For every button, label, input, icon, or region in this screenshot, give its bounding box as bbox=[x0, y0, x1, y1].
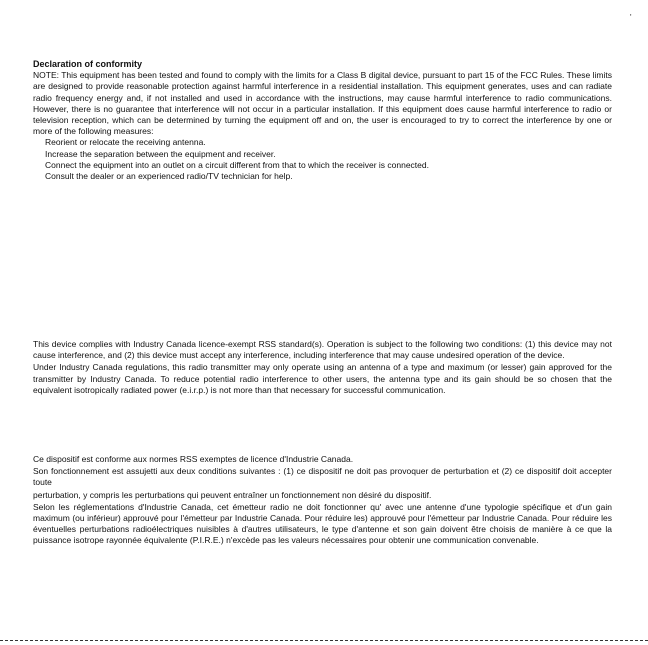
ic-fr-conditions-paragraph: Son fonctionnement est assujetti aux deux conditions suivantes : (1) ce dispositif ne doit pas provoquer de perturbation et (2) ce dispositif doit accepter toute bbox=[33, 466, 612, 488]
measure-item-reorient: Reorient or relocate the receiving antenna. bbox=[45, 137, 206, 148]
fcc-note-paragraph: NOTE: This equipment has been tested and found to comply with the limits for a Class B digital device, pursuant to part 15 of the FCC Rules. These limits are designed to provide reasonable protection against harmful interference in a residential installation. This equipment generates, uses and can radiate radio frequency energy and, if not installed and used in accordance with the instructions, may cause harmful interference to radio communications. However, there is no guarantee that interference will not occur in a particular installation. If this equipment does cause harmful interference to radio or television reception, which can be determined by turning the equipment off and on, the user is encouraged to try to correct the interference by one or more of the following measures: bbox=[33, 70, 612, 137]
measure-item-consult: Consult the dealer or an experienced radio/TV technician for help. bbox=[45, 171, 293, 182]
corner-mark: ' bbox=[630, 13, 632, 22]
fcc-measures-list bbox=[33, 137, 612, 182]
ic-fr-antenna-paragraph: Selon les réglementations d'Industrie Canada, cet émetteur radio ne doit fonctionner qu' avec une antenne d'une typologie spécifique et d'un gain maximum (ou inférieur) approuvé pour l'émetteur par Industrie Canada. Pour réduire les) approuvé pour l'émetteur par Industrie Canada. Pour réduire les éventuelles perturbations radioélectriques nuisibles à d'autres utilisateurs, le type d'antenne et son gain doivent être choisis de manière à ce que la puissance isotrope rayonnée équivalente (P.I.R.E.) n'excède pas les valeurs nécessaires pour obtenir une communication convenable. bbox=[33, 501, 612, 546]
measure-item-outlet: Connect the equipment into an outlet on a circuit different from that to which the receiver is connected. bbox=[45, 159, 429, 170]
bottom-divider bbox=[0, 640, 648, 641]
measure-item-separation: Increase the separation between the equipment and receiver. bbox=[45, 148, 276, 159]
ic-fr-perturbation-paragraph: perturbation, y compris les perturbations qui peuvent entraîner un fonctionnement non désiré du dispositif. bbox=[33, 489, 432, 500]
ic-en-conditions-paragraph: This device complies with Industry Canada licence-exempt RSS standard(s). Operation is subject to the following two conditions: (1) this device may not cause interference, and (2) this device must accept any interference, including interference that may cause undesired operation of the device. bbox=[33, 339, 612, 361]
ic-fr-conformity-paragraph: Ce dispositif est conforme aux normes RSS exemptes de licence d'Industrie Canada. bbox=[33, 454, 354, 464]
ic-en-antenna-paragraph: Under Industry Canada regulations, this radio transmitter may only operate using an antenna of a type and maximum (or lesser) gain approved for the transmitter by Industry Canada. To reduce potential radio interference to other users, the antenna type and its gain should be so chosen that the equivalent isotropically radiated power (e.i.r.p.) is not more than that necessary for successful communication. bbox=[33, 362, 612, 395]
industry-canada-french-section bbox=[33, 454, 612, 547]
fcc-heading: Declaration of conformity bbox=[33, 59, 143, 69]
industry-canada-english-section bbox=[33, 339, 612, 396]
fcc-declaration-section bbox=[33, 59, 612, 182]
